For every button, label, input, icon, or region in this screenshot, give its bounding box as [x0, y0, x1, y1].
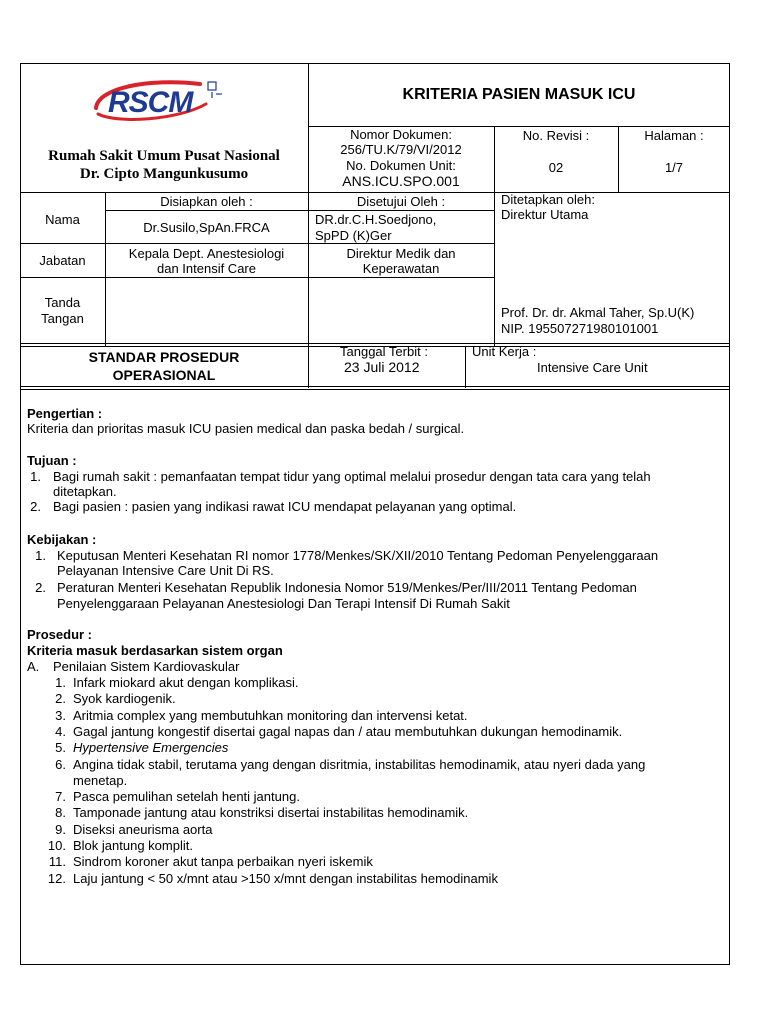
list-number: 3.: [55, 707, 66, 723]
rscm-logo: [88, 74, 228, 130]
approved-position-line2: Keperawatan: [362, 261, 440, 276]
tanggal-terbit-value: 23 Juli 2012: [344, 359, 420, 375]
divider: [105, 210, 495, 211]
divider: [494, 192, 495, 347]
kebijakan-heading: Kebijakan :: [27, 532, 97, 547]
procedure-item: Infark miokard akut dengan komplikasi.: [73, 675, 299, 690]
pengertian-heading: Pengertian :: [27, 406, 103, 421]
halaman-label: Halaman :: [644, 128, 704, 143]
hospital-name-line1: Rumah Sakit Umum Pusat Nasional: [48, 148, 280, 164]
divider: [20, 243, 495, 244]
prepared-position-line2: dan Intensif Care: [156, 261, 256, 276]
section-title: Penilaian Sistem Kardiovaskular: [53, 659, 240, 674]
list-item: Bagi pasien : pasien yang indikasi rawat ICU mendapat pelayanan yang optimal.: [53, 499, 517, 514]
procedure-item: Tamponade jantung atau konstriksi disertai instabilitas hemodinamik.: [73, 805, 469, 821]
list-number: 7.: [55, 789, 66, 805]
tanda-label: Tanda: [44, 295, 81, 310]
procedure-item: Diseksi aneurisma aorta: [73, 821, 213, 837]
halaman-value: 1/7: [664, 160, 684, 175]
list-number: 2.: [30, 499, 41, 514]
procedure-item: Pasca pemulihan setelah henti jantung.: [73, 789, 300, 805]
ditetapkan-role: Direktur Utama: [501, 207, 589, 222]
no-dokumen-unit-value: ANS.ICU.SPO.001: [342, 173, 460, 189]
list-item-continued: ditetapkan.: [53, 484, 117, 499]
list-number: 1.: [30, 469, 41, 484]
sop-title-line2: OPERASIONAL: [112, 367, 216, 383]
procedure-item: Laju jantung < 50 x/mnt atau >150 x/mnt dengan instabilitas hemodinamik: [73, 870, 498, 886]
director-name: Prof. Dr. dr. Akmal Taher, Sp.U(K): [501, 305, 695, 320]
logo-text: RSCM: [108, 86, 193, 119]
procedure-item: Hypertensive Emergencies: [73, 740, 229, 756]
list-number: 6.: [55, 756, 66, 772]
list-number: 11.: [48, 854, 66, 870]
nama-label: Nama: [45, 212, 80, 227]
list-number: 5.: [55, 740, 66, 756]
procedure-item: Aritmia complex yang membutuhkan monitoring dan intervensi ketat.: [73, 707, 468, 723]
unit-kerja-label: Unit Kerja :: [472, 344, 537, 359]
procedure-item: Angina tidak stabil, terutama yang dengan disritmia, instabilitas hemodinamik, atau nyeri dada yang: [73, 756, 646, 772]
no-dokumen-unit-label: No. Dokumen Unit:: [346, 158, 456, 173]
list-number: 2.: [35, 580, 46, 595]
section-letter: A.: [27, 659, 40, 674]
tujuan-heading: Tujuan :: [27, 453, 77, 468]
director-nip: NIP. 195507271980101001: [501, 321, 659, 336]
prepared-name: Dr.Susilo,SpAn.FRCA: [143, 220, 270, 235]
prepared-position-line1: Kepala Dept. Anestesiologi: [128, 246, 285, 261]
divider: [465, 346, 466, 388]
approved-name-line2: SpPD (K)Ger: [315, 228, 392, 243]
unit-kerja-value: Intensive Care Unit: [537, 360, 648, 375]
list-number: 1.: [55, 675, 66, 690]
procedure-item: Sindrom koroner akut tanpa perbaikan nyeri iskemik: [73, 854, 373, 870]
list-item: Keputusan Menteri Kesehatan RI nomor 1778/Menkes/SK/XII/2010 Tentang Pedoman Penyelenggaraan: [57, 548, 659, 563]
prosedur-subheading: Kriteria masuk berdasarkan sistem organ: [27, 643, 283, 658]
no-revisi-value: 02: [548, 160, 564, 175]
divider: [20, 386, 730, 387]
sop-title-line1: STANDAR PROSEDUR: [88, 349, 240, 365]
prosedur-heading: Prosedur :: [27, 627, 93, 642]
procedure-item: Syok kardiogenik.: [73, 691, 176, 707]
jabatan-label: Jabatan: [39, 253, 86, 268]
divider: [20, 192, 495, 193]
ditetapkan-label: Ditetapkan oleh:: [501, 192, 595, 207]
divider: [308, 346, 309, 388]
divider: [20, 277, 495, 278]
no-revisi-label: No. Revisi :: [522, 128, 590, 143]
list-number: 10.: [47, 838, 66, 853]
procedure-item: Blok jantung komplit.: [73, 838, 193, 853]
list-item: Bagi rumah sakit : pemanfaatan tempat tidur yang optimal melalui prosedur dengan tata cara yang telah: [53, 469, 651, 484]
nomor-dokumen-value: 256/TU.K/79/VI/2012: [340, 142, 462, 157]
procedure-item: Gagal jantung kongestif disertai gagal napas dan / atau membutuhkan dukungan hemodinamik.: [73, 723, 623, 739]
list-item-continued: Pelayanan Intensive Care Unit Di RS.: [57, 563, 274, 578]
approved-name-line1: DR.dr.C.H.Soedjono,: [315, 212, 437, 227]
hospital-name-line2: Dr. Cipto Mangunkusumo: [79, 166, 249, 182]
list-number: 9.: [55, 821, 66, 837]
list-number: 12.: [47, 870, 66, 886]
nomor-dokumen-label: Nomor Dokumen:: [350, 127, 452, 142]
disiapkan-label: Disiapkan oleh :: [160, 194, 253, 209]
list-item-continued: Penyelenggaraan Pelayanan Anestesiologi Dan Terapi Intensif Di Rumah Sakit: [57, 596, 510, 611]
list-number: 4.: [55, 723, 66, 739]
procedure-item-continued: menetap.: [73, 772, 128, 788]
list-number: 1.: [35, 548, 46, 563]
divider: [20, 389, 730, 390]
approved-position-line1: Direktur Medik dan: [346, 246, 456, 261]
page-title: KRITERIA PASIEN MASUK ICU: [402, 86, 636, 103]
pengertian-text: Kriteria dan prioritas masuk ICU pasien medical dan paska bedah / surgical.: [27, 421, 465, 436]
tangan-label: Tangan: [41, 311, 84, 326]
list-number: 8.: [55, 805, 66, 821]
tanggal-terbit-label: Tanggal Terbit :: [340, 344, 428, 359]
list-number: 2.: [55, 691, 66, 707]
list-item: Peraturan Menteri Kesehatan Republik Indonesia Nomor 519/Menkes/Per/III/2011 Tentang Pedoman: [57, 580, 637, 595]
disetujui-label: Disetujui Oleh :: [356, 194, 446, 209]
